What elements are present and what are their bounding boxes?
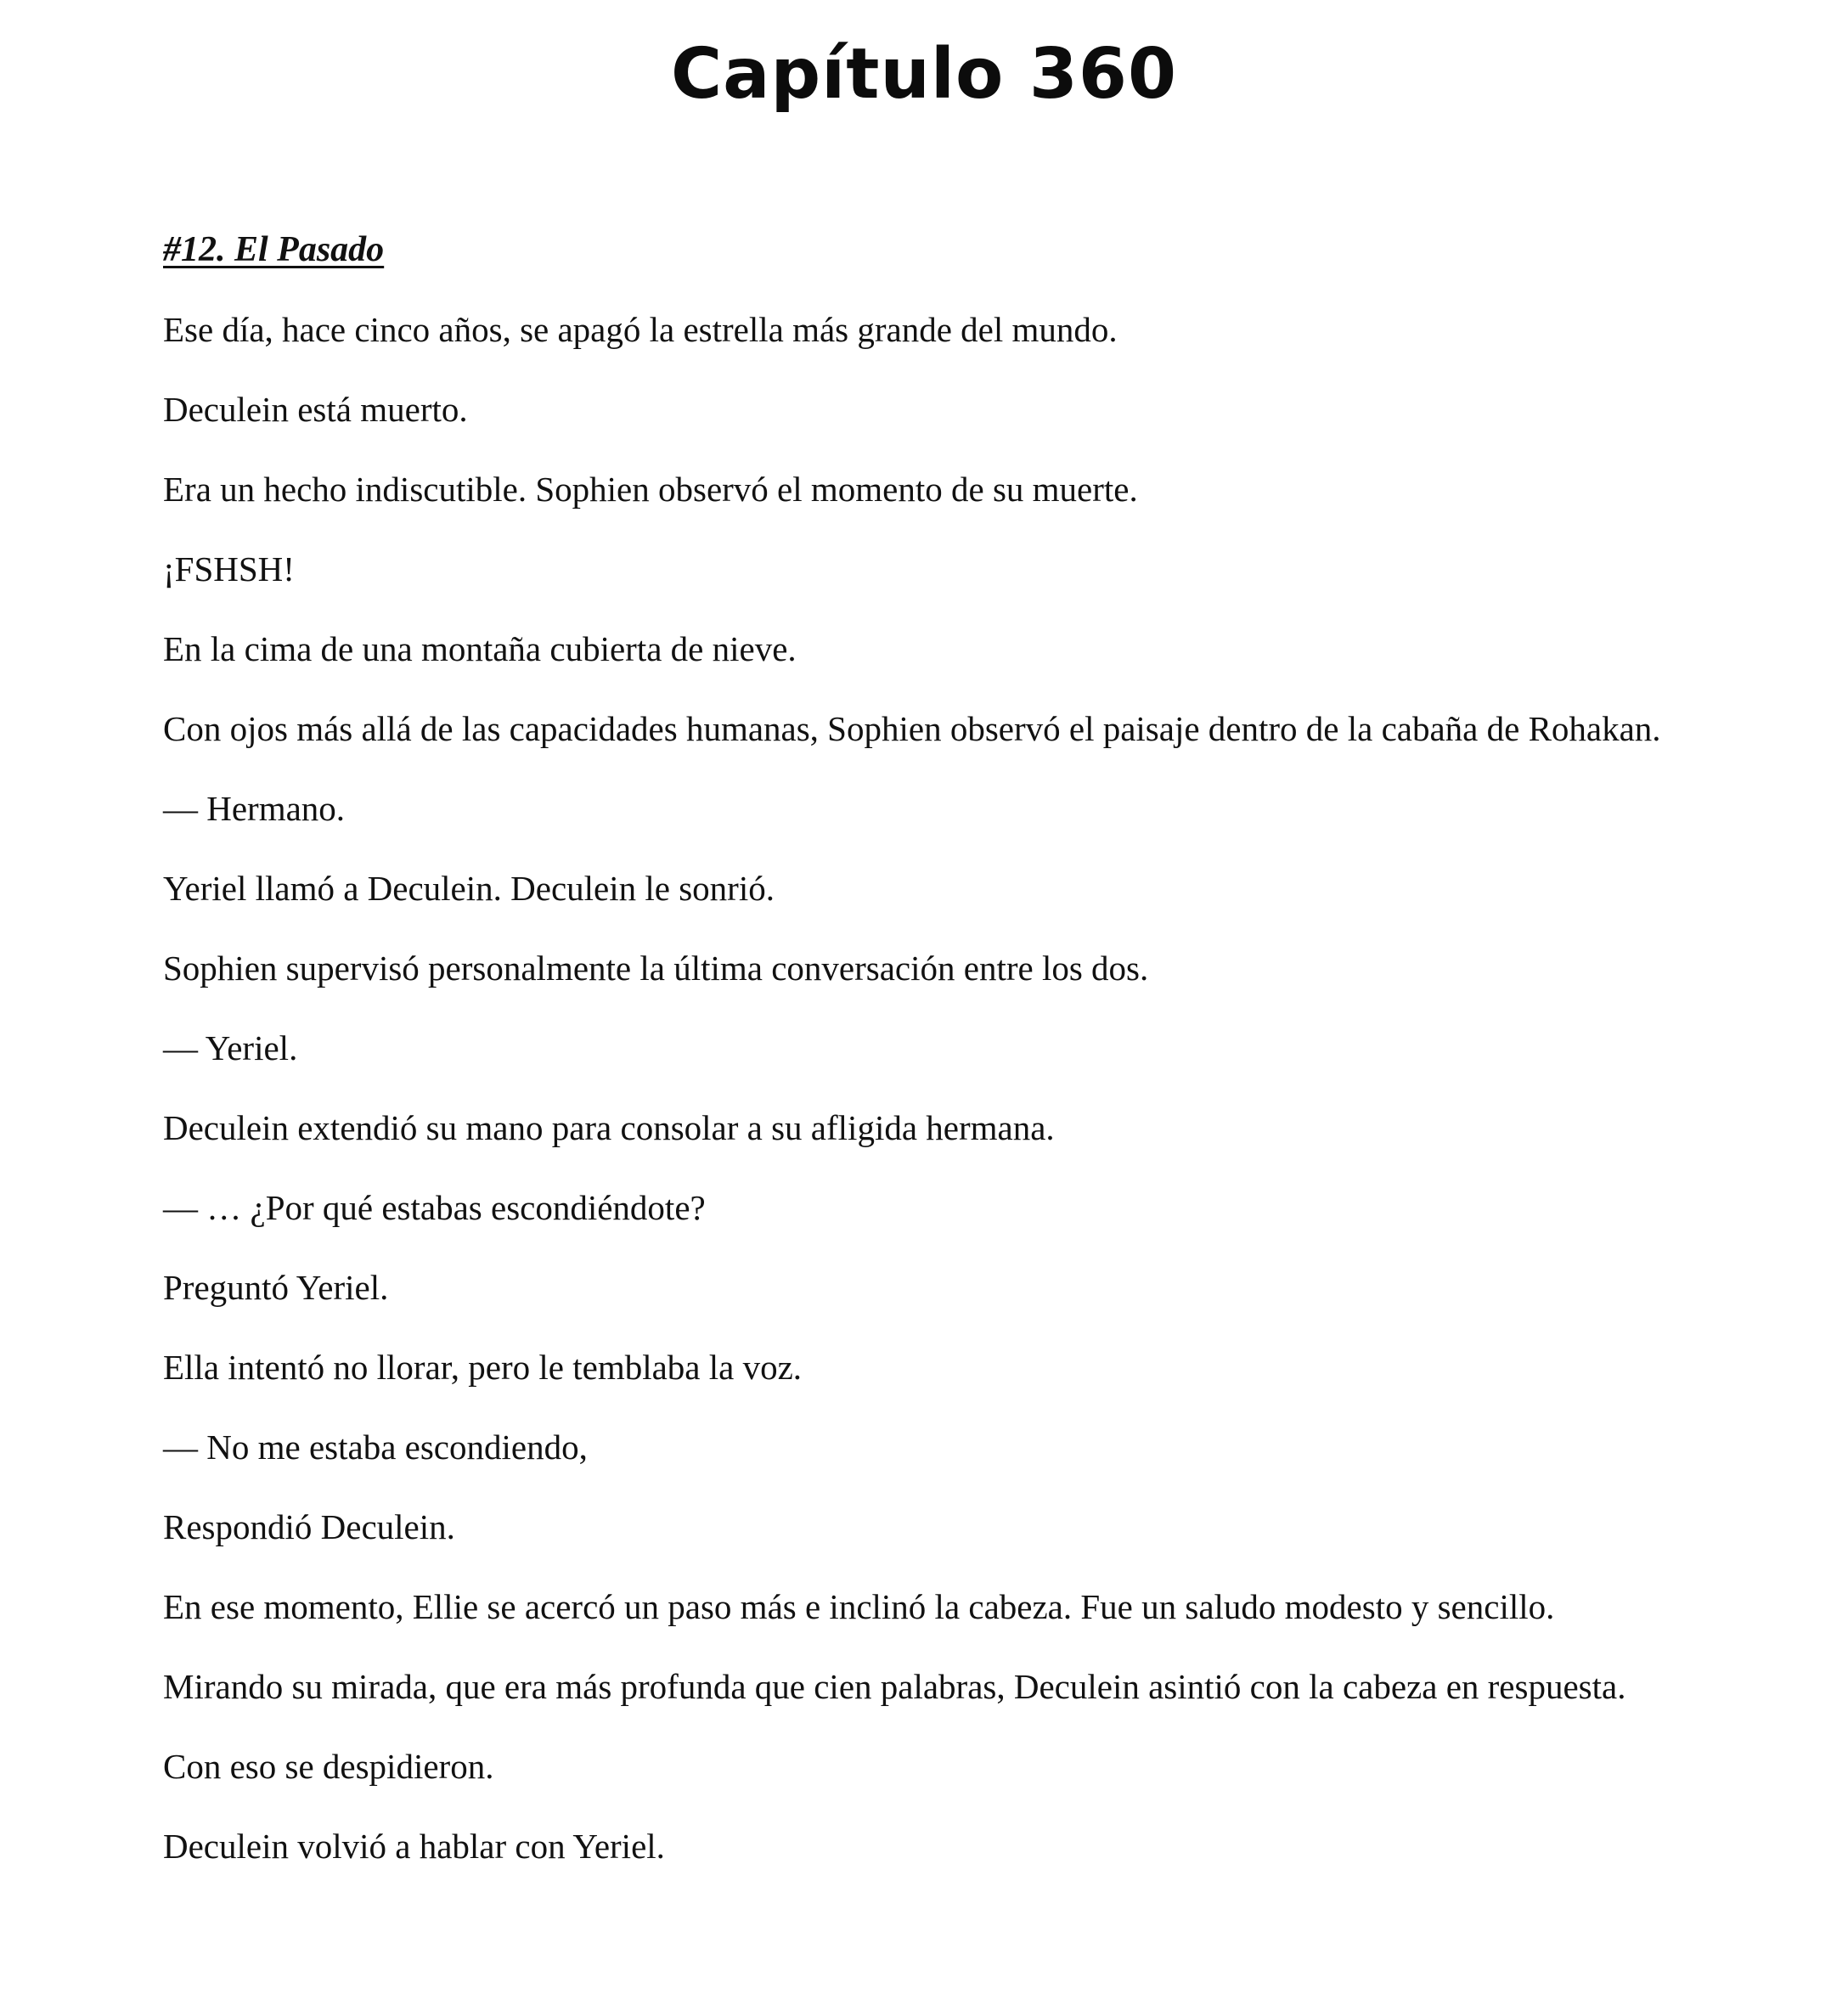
chapter-title: Capítulo 360 — [670, 34, 1178, 115]
paragraph: En la cima de una montaña cubierta de nieve. — [163, 629, 797, 668]
paragraph: Con eso se despidieron. — [163, 1747, 494, 1786]
section-heading: #12. El Pasado — [163, 230, 385, 269]
paragraph: En ese momento, Ellie se acercó un paso más e inclinó la cabeza. Fue un saludo modesto y sencillo. — [163, 1587, 1555, 1626]
dialogue-line: — Yeriel. — [163, 1028, 298, 1067]
paragraph: Sophien supervisó personalmente la última conversación entre los dos. — [163, 949, 1149, 988]
paragraph: Deculein está muerto. — [163, 390, 468, 429]
dialogue-line: — Hermano. — [163, 789, 346, 828]
paragraph: Ella intentó no llorar, pero le temblaba la voz. — [163, 1348, 803, 1387]
dialogue-line: — No me estaba escondiendo, — [163, 1427, 588, 1467]
paragraph: Mirando su mirada, que era más profunda que cien palabras, Deculein asintió con la cabeza en respuesta. — [163, 1667, 1626, 1706]
paragraph: Era un hecho indiscutible. Sophien observó el momento de su muerte. — [163, 470, 1138, 509]
paragraph: Deculein volvió a hablar con Yeriel. — [163, 1827, 665, 1866]
dialogue-line: — … ¿Por qué estabas escondiéndote? — [163, 1188, 706, 1227]
paragraph: Yeriel llamó a Deculein. Deculein le sonrió. — [163, 869, 775, 908]
paragraph: Deculein extendió su mano para consolar a su afligida hermana. — [163, 1108, 1055, 1147]
paragraph: Respondió Deculein. — [163, 1507, 455, 1546]
paragraph: ¡FSHSH! — [163, 549, 295, 588]
paragraph: Con ojos más allá de las capacidades humanas, Sophien observó el paisaje dentro de la cabaña de Rohakan. — [163, 709, 1661, 748]
paragraph: Preguntó Yeriel. — [163, 1268, 389, 1307]
paragraph: Ese día, hace cinco años, se apagó la estrella más grande del mundo. — [163, 310, 1118, 349]
chapter-body — [163, 226, 1702, 1904]
